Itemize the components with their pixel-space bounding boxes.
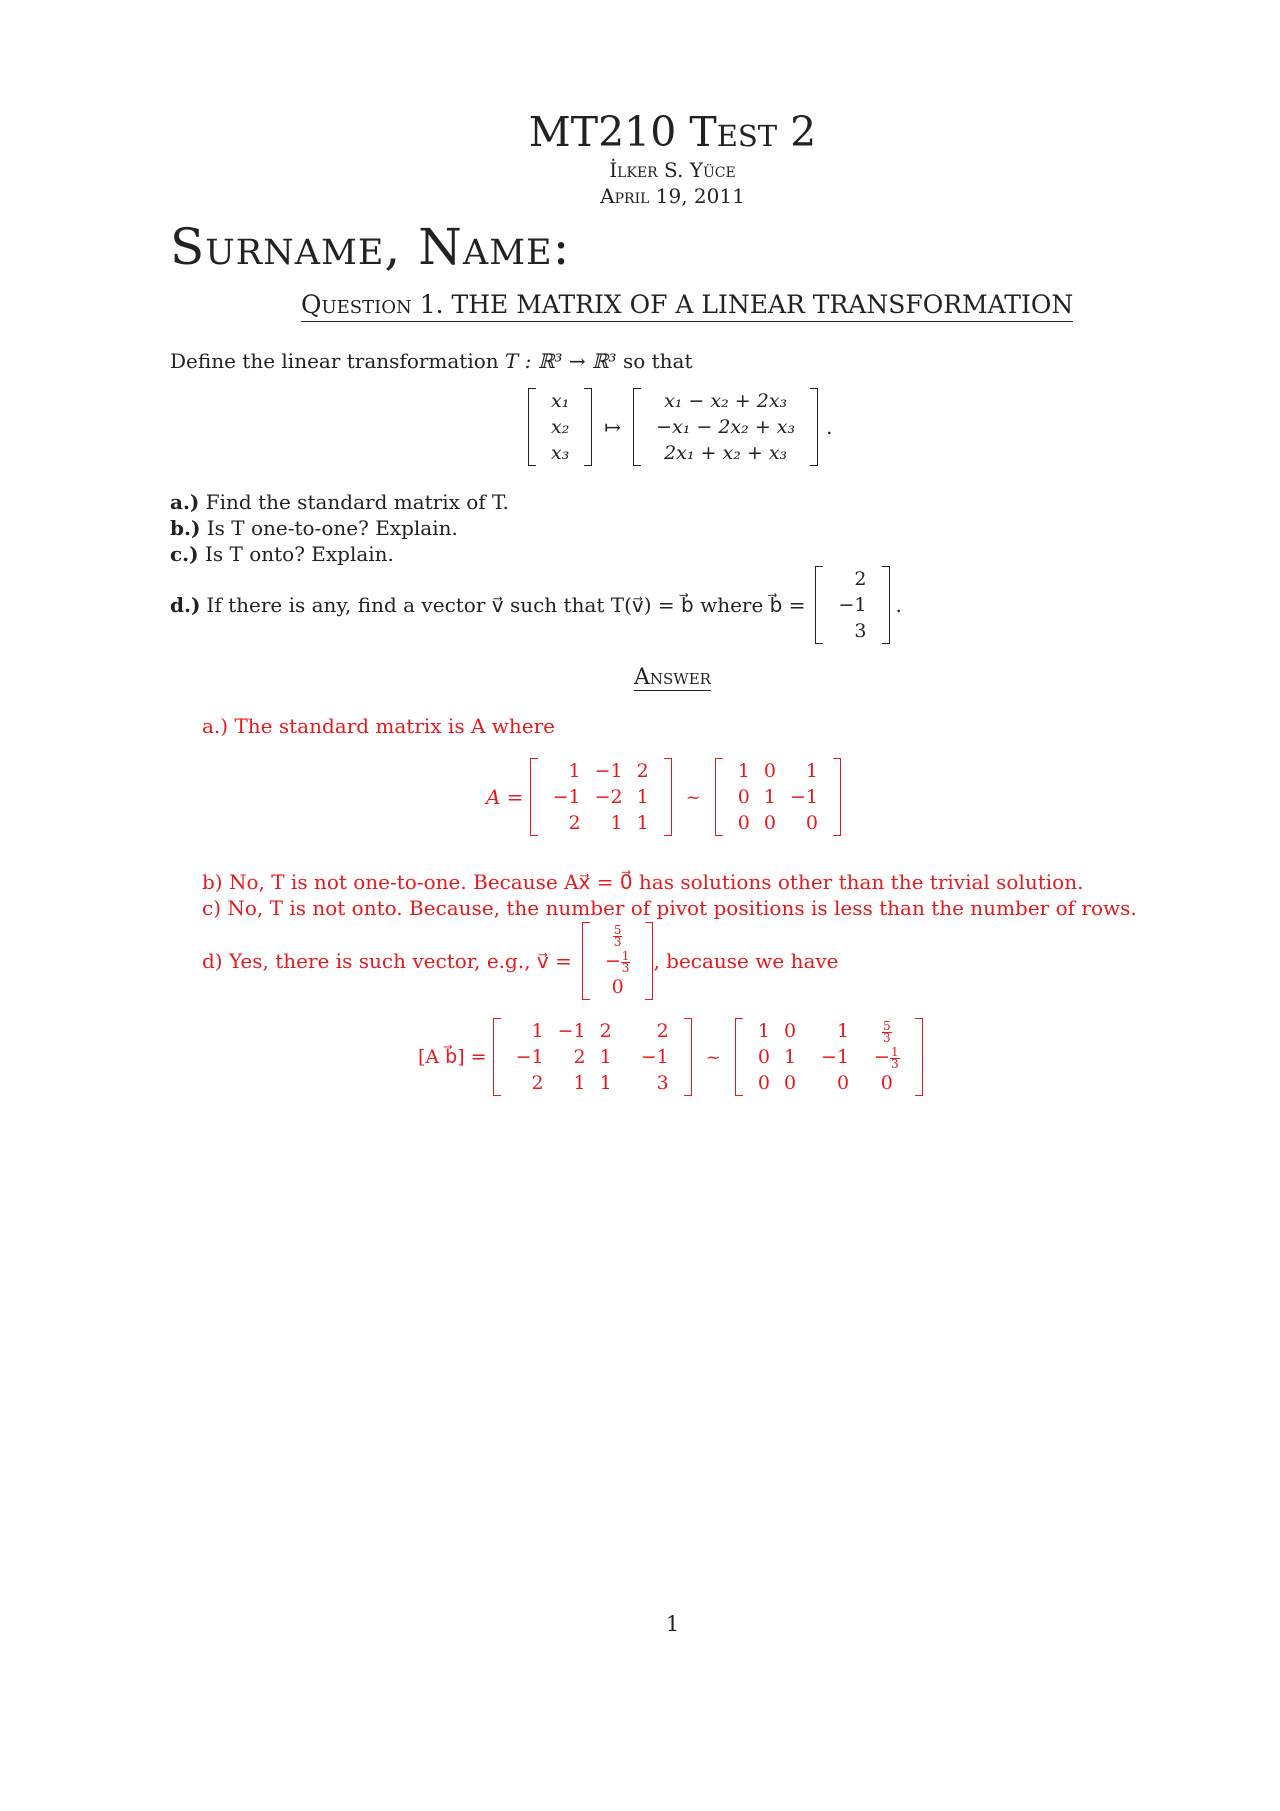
output-entry: −x₁ − 2x₂ + x₃ [656,416,796,438]
part-b [170,516,458,540]
b-vector [815,566,889,644]
matrix-cell: 1 [737,760,750,782]
matrix-cell: 1 [636,786,649,808]
answer-d-text: d) Yes, there is such vector, e.g., v⃗ = [202,949,572,973]
matrix-cell: 1 [568,760,581,782]
answer-a-matrix-display [486,758,841,836]
part-label: b.) [170,516,201,540]
transformation-display: x₁ x₂ x₃ ↦ x₁ − x₂ + 2x₃ −x₁ − 2x₂ + x₃ 2x₁ + x₂ + x₃ . [528,388,832,466]
author-name: İlker S. Yüce [609,158,736,182]
matrix-cell: 1 [531,1020,544,1042]
intro-tail: so that [622,349,693,373]
a-lhs: A = [486,785,524,809]
rref-A [715,758,841,836]
input-vector [528,388,592,466]
matrix-cell: −1 [515,1046,544,1068]
question-heading [301,290,1073,322]
matrix-cell: 0 [737,812,750,834]
similar-sign: ~ [705,1046,721,1068]
matrix-cell: 0 [757,1072,770,1094]
frac-sign: − [874,1046,890,1068]
answer-d-line [202,922,839,1000]
matrix-cell: 1 [763,786,776,808]
matrix-cell: −1 [557,1020,586,1042]
v-entry: 0 [611,976,624,998]
answer-a-text: a.) The standard matrix is A where [202,714,555,738]
matrix-cell: 2 [568,812,581,834]
part-label: a.) [170,490,200,514]
answer-d-tail: , because we have [653,949,839,973]
part-text: Is T one-to-one? Explain. [206,516,458,540]
v-vector [582,922,654,1000]
matrix-cell: 0 [757,1046,770,1068]
frac-num: 5 [883,1018,891,1033]
matrix-cell: 0 [763,812,776,834]
output-vector [633,388,818,466]
frac-sign: − [604,950,621,972]
frac-num: 5 [613,922,622,937]
part-d: d.) If there is any, find a vector v⃗ such that T(v⃗) = b⃗ where b⃗ = 2 −1 3 . [170,568,902,642]
matrix-cell: 1 [783,1046,797,1068]
matrix-cell: −1 [552,786,581,808]
frac-den: 3 [621,960,630,975]
matrix-cell: 1 [610,812,623,834]
part-text: If there is any, find a vector v⃗ such that T(v⃗) = b⃗ where b⃗ = [206,593,806,617]
b-entry: 2 [854,568,867,590]
matrix-cell: −1 [789,786,818,808]
intro-text: Define the linear transformation [170,349,499,373]
matrix-cell: 1 [636,812,649,834]
test-date: April 19, 2011 [600,184,745,208]
input-entry: x₂ [551,416,570,438]
matrix-cell: 2 [599,1020,612,1042]
matrix-cell: 3 [656,1072,669,1094]
output-entry: 2x₁ + x₂ + x₃ [664,442,788,464]
part-c [170,542,394,566]
b-entry: 3 [854,620,867,642]
matrix-cell: 1 [599,1072,612,1094]
part-text: Is T onto? Explain. [204,542,394,566]
page-number: 1 [665,1612,680,1636]
frac-den: 3 [883,1030,891,1045]
matrix-cell: 1 [805,760,818,782]
intro-line [170,349,692,373]
matrix-cell: −1 [821,1046,850,1068]
question-number: Question 1. [301,290,444,319]
augmented-rref [735,1018,923,1096]
matrix-cell: 0 [805,812,818,834]
part-text: Find the standard matrix of T. [205,490,509,514]
document-title: MT210 Test 2 [528,108,817,156]
matrix-cell: 2 [531,1072,544,1094]
input-entry: x₃ [551,442,570,464]
matrix-cell: 0 [880,1072,893,1094]
surname-name-label: Surname, Name: [170,218,571,276]
matrix-cell: 1 [573,1072,586,1094]
matrix-cell: 0 [783,1072,797,1094]
answer-heading: Answer [634,665,711,690]
output-entry: x₁ − x₂ + 2x₃ [664,390,788,412]
augmented-matrix [493,1018,692,1096]
part-label: d.) [170,593,201,617]
similar-sign: ~ [685,786,701,808]
matrix-cell: 0 [836,1072,850,1094]
matrix-cell: 0 [737,786,750,808]
b-entry: −1 [838,594,867,616]
matrix-cell: 0 [763,760,776,782]
part-label: c.) [170,542,199,566]
matrix-cell: −1 [640,1046,669,1068]
frac-den: 3 [890,1056,899,1071]
frac-den: 3 [613,934,622,949]
augmented-display [418,1018,923,1096]
answer-heading-wrap [0,665,1280,690]
part-a [170,490,509,514]
matrix-cell: 2 [636,760,649,782]
matrix-cell: 0 [783,1020,797,1042]
matrix-cell: 2 [573,1046,586,1068]
answer-b-text: b) No, T is not one-to-one. Because Ax⃗ = 0⃗ has solutions other than the trivial solution. [202,870,1084,894]
frac-num: 1 [621,948,630,963]
question-title: THE MATRIX OF A LINEAR TRANSFORMATION [451,290,1074,319]
matrix-cell: −1 [594,760,623,782]
frac-num: 1 [890,1044,899,1059]
matrix-A [530,758,672,836]
matrix-cell: 1 [836,1020,850,1042]
maps-to-arrow: ↦ [604,415,622,439]
matrix-cell: 1 [757,1020,770,1042]
input-entry: x₁ [551,390,570,412]
aug-lhs: [A b⃗] = [418,1046,487,1068]
matrix-cell: 2 [656,1020,669,1042]
answer-c-text: c) No, T is not onto. Because, the number of pivot positions is less than the number of rows. [202,896,1137,920]
intro-math: T : ℝ³ → ℝ³ [505,349,617,373]
matrix-cell: −2 [594,786,623,808]
matrix-cell: 1 [599,1046,612,1068]
